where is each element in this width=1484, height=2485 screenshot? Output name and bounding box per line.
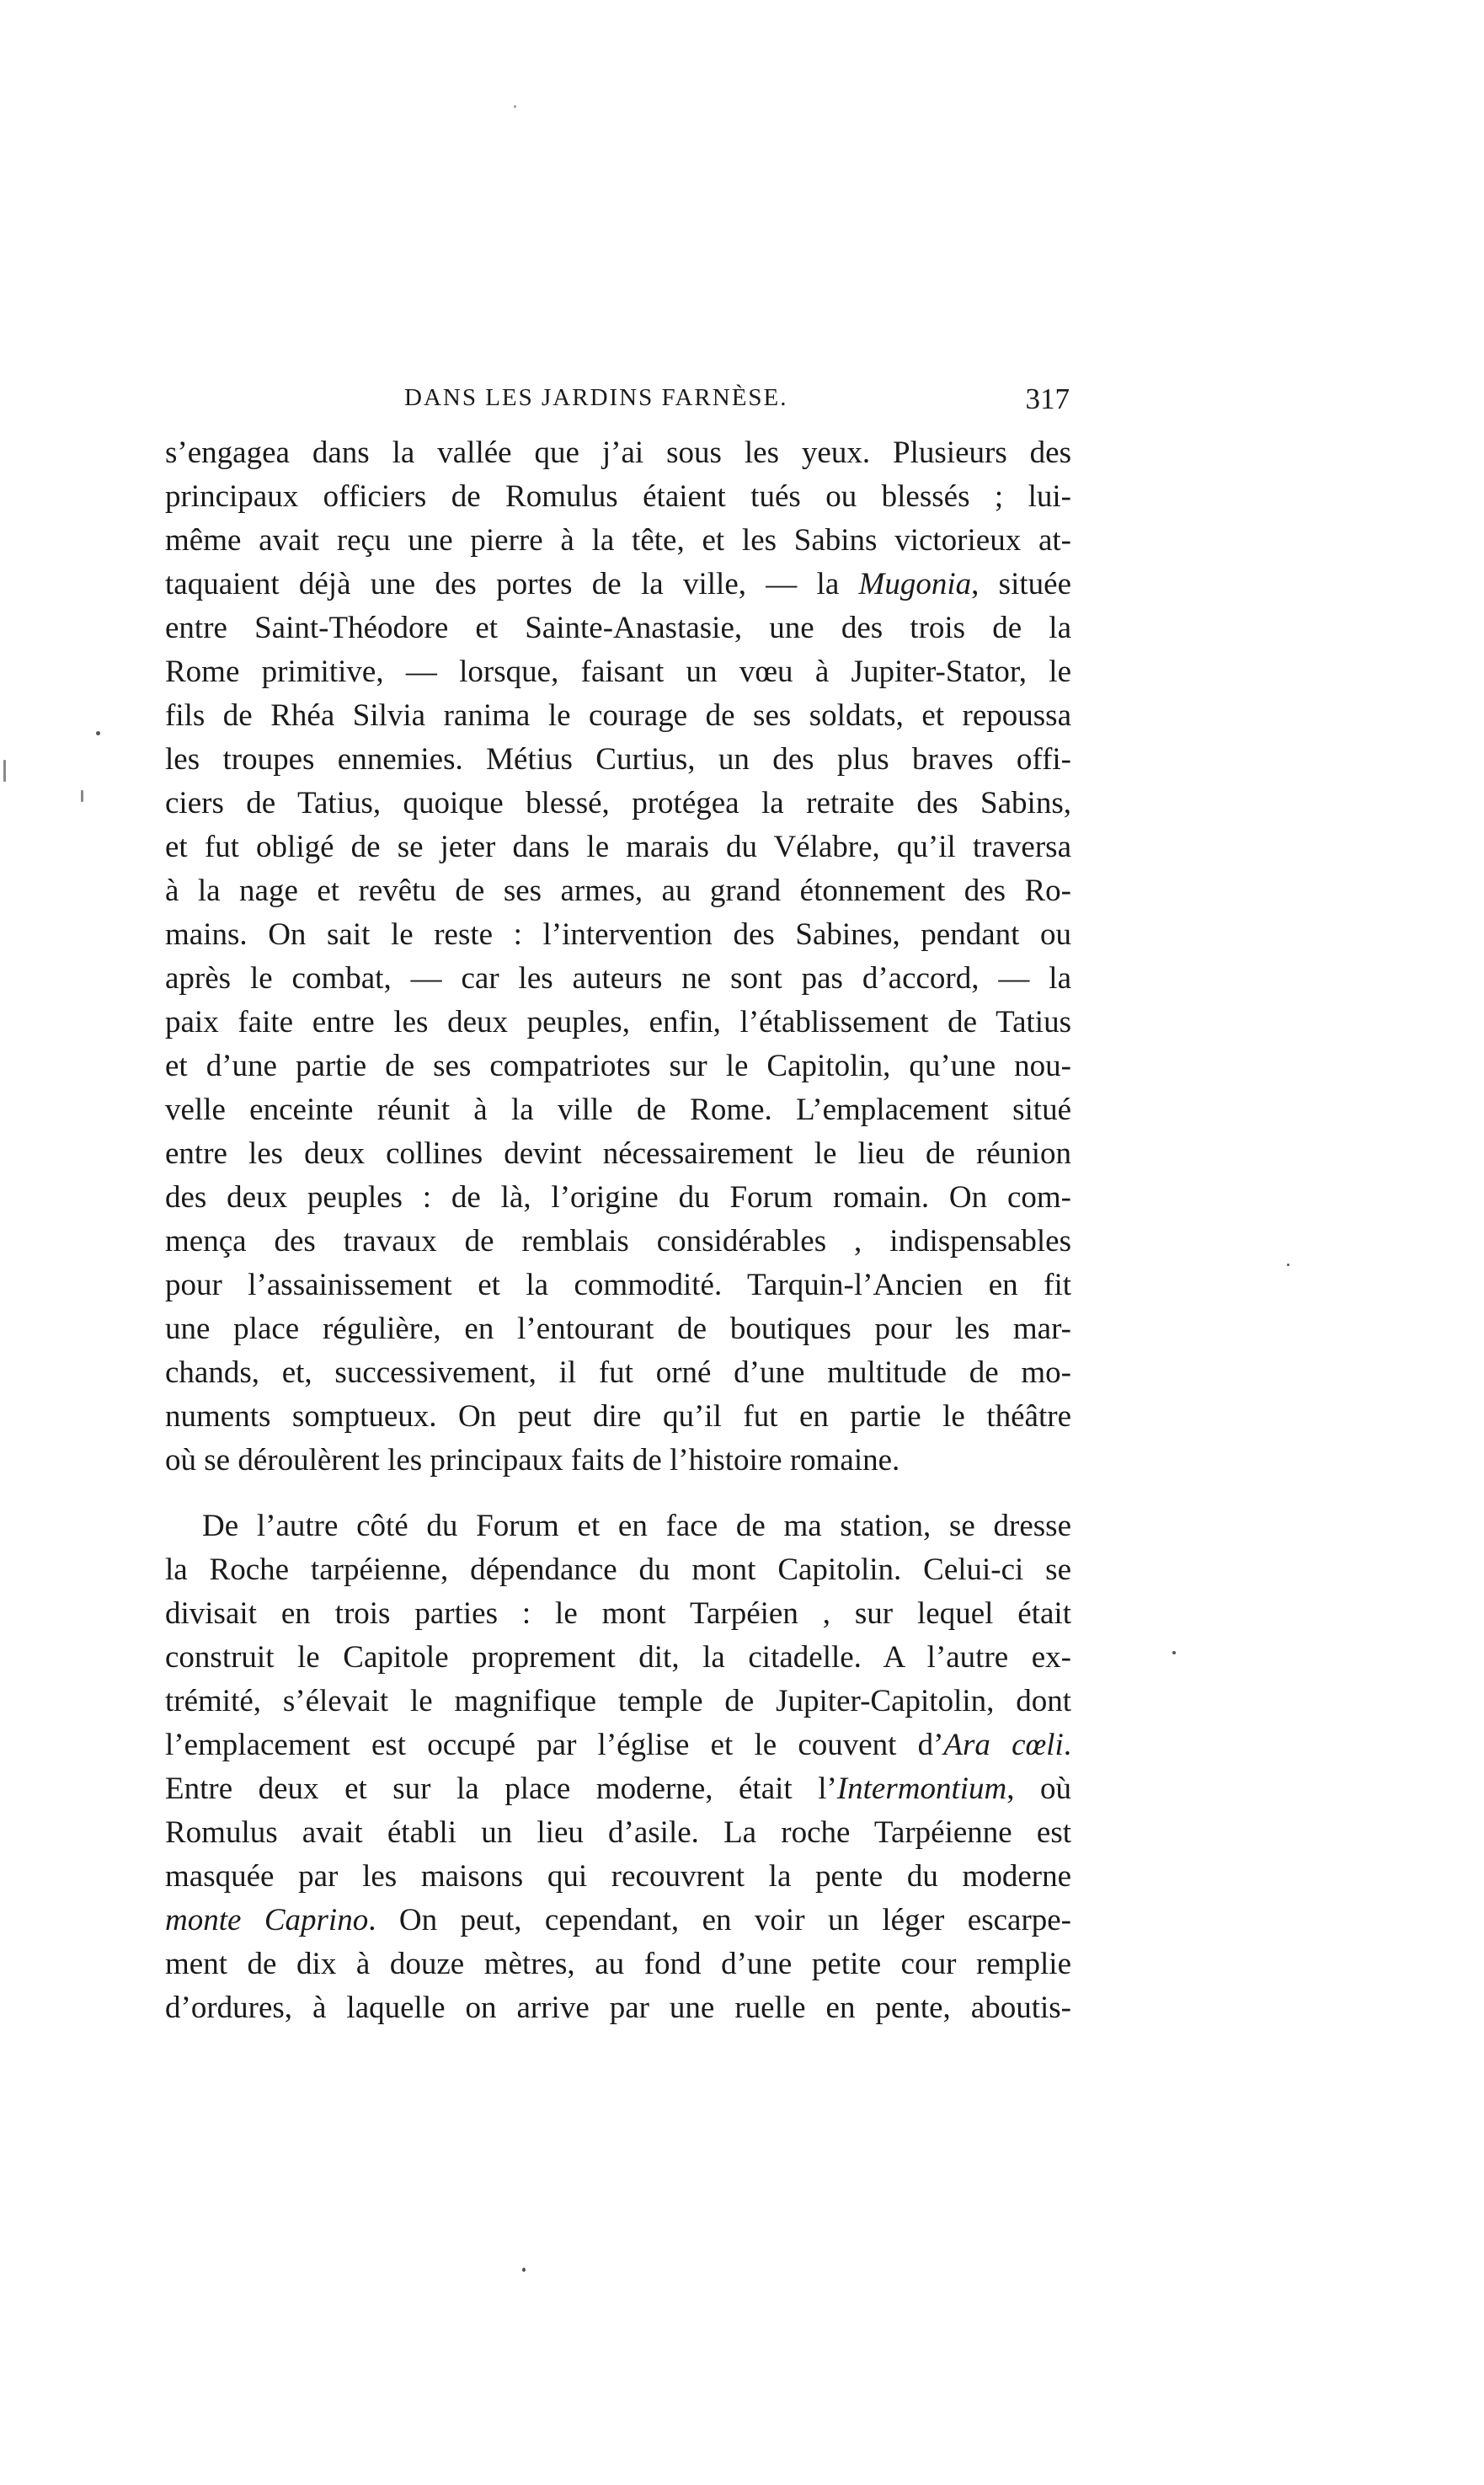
text-line (165, 607, 1071, 650)
text-line (165, 1636, 1071, 1680)
page-number: 317 (1025, 382, 1070, 415)
text-line (165, 1855, 1071, 1899)
text-run: mains. On sait le reste : l’intervention des Sabines, pendant ou (165, 917, 1071, 952)
text-run: divisait en trois parties : le mont Tarpéien , sur lequel était (165, 1596, 1071, 1631)
print-speck (96, 731, 100, 735)
text-line (165, 1899, 1071, 1943)
italic-term: Intermontium (836, 1772, 1007, 1806)
italic-term: Mugonia (858, 567, 972, 601)
text-run: des deux peuples : de là, l’origine du Forum romain. On com- (165, 1180, 1071, 1215)
print-speck (1287, 1264, 1289, 1266)
text-line (165, 1001, 1071, 1045)
text-line (165, 1045, 1071, 1088)
text-run: même avait reçu une pierre à la tête, et les Sabins victorieux at- (165, 523, 1071, 558)
paragraph-gap (165, 1483, 1071, 1504)
text-line (165, 1592, 1071, 1636)
text-run: et d’une partie de ses compatriotes sur le Capitolin, qu’une nou- (165, 1049, 1071, 1083)
text-run: , où (1006, 1772, 1071, 1806)
print-speck (514, 105, 516, 108)
text-line (165, 1088, 1071, 1132)
text-line (165, 650, 1071, 694)
print-speck (3, 760, 6, 782)
text-run: numents somptueux. On peut dire qu’il fut en partie le théâtre (165, 1399, 1071, 1434)
text-line (165, 1395, 1071, 1439)
text-run: à la nage et revêtu de ses armes, au grand étonnement des Ro- (165, 874, 1071, 908)
running-header (177, 381, 1070, 418)
text-run: d’ordures, à laquelle on arrive par une ruelle en pente, aboutis- (165, 1991, 1071, 2025)
text-line (165, 431, 1071, 475)
print-speck (522, 2268, 526, 2272)
text-line (165, 957, 1071, 1001)
text-run: les troupes ennemies. Métius Curtius, un des plus braves offi- (165, 742, 1071, 777)
text-run: entre Saint-Théodore et Sainte-Anastasie, une des trois de la (165, 611, 1071, 645)
italic-term: monte Caprino (165, 1903, 369, 1937)
text-run: principaux officiers de Romulus étaient tués ou blessés ; lui- (165, 479, 1071, 514)
text-line (165, 1264, 1071, 1307)
text-line (165, 1220, 1071, 1264)
text-line (165, 1351, 1071, 1395)
running-title: DANS LES JARDINS FARNÈSE. (404, 384, 788, 411)
text-run: velle enceinte réunit à la ville de Rome. L’emplacement situé (165, 1093, 1071, 1127)
text-line (165, 1132, 1071, 1176)
text-line (165, 869, 1071, 913)
text-run: construit le Capitole proprement dit, la citadelle. A l’autre ex- (165, 1640, 1071, 1675)
text-line (165, 1680, 1071, 1723)
text-run: . (1063, 1728, 1071, 1762)
text-run: et fut obligé de se jeter dans le marais du Vélabre, qu’il traversa (165, 830, 1071, 864)
text-line (165, 563, 1071, 607)
text-line (165, 1723, 1071, 1767)
text-line (165, 913, 1071, 957)
text-line (165, 1943, 1071, 1986)
text-run: entre les deux collines devint nécessairement le lieu de réunion (165, 1136, 1071, 1171)
text-run: paix faite entre les deux peuples, enfin, l’établissement de Tatius (165, 1005, 1071, 1039)
text-run: où se déroulèrent les principaux faits de l’histoire romaine. (165, 1443, 900, 1478)
text-line (165, 475, 1071, 519)
text-run: , située (971, 567, 1071, 601)
text-run: masquée par les maisons qui recouvrent la pente du moderne (165, 1859, 1071, 1894)
text-line (165, 1176, 1071, 1220)
print-speck (1172, 1651, 1176, 1654)
text-run: trémité, s’élevait le magnifique temple de Jupiter-Capitolin, dont (165, 1684, 1071, 1718)
text-run: taquaient déjà une des portes de la ville, — la (165, 567, 859, 601)
text-run: . On peut, cependant, en voir un léger escarpe- (368, 1903, 1071, 1937)
text-line (165, 1811, 1071, 1855)
text-run: Entre deux et sur la place moderne, était l’ (165, 1772, 837, 1806)
text-line (165, 1767, 1071, 1811)
text-line (165, 1548, 1071, 1592)
text-run: De l’autre côté du Forum et en face de ma station, se dresse (202, 1509, 1071, 1543)
text-line (165, 1439, 1071, 1483)
text-run: mença des travaux de remblais considérables , indispensables (165, 1224, 1071, 1259)
text-run: chands, et, successivement, il fut orné d’une multitude de mo- (165, 1355, 1071, 1390)
text-run: l’emplacement est occupé par l’église et le couvent d’ (165, 1728, 944, 1762)
text-run: la Roche tarpéienne, dépendance du mont Capitolin. Celui-ci se (165, 1552, 1071, 1587)
text-run: ciers de Tatius, quoique blessé, protégea la retraite des Sabins, (165, 786, 1071, 820)
body-text (165, 431, 1071, 2030)
text-run: ment de dix à douze mètres, au fond d’une petite cour remplie (165, 1947, 1071, 1981)
text-line (165, 782, 1071, 826)
text-run: une place régulière, en l’entourant de boutiques pour les mar- (165, 1312, 1071, 1346)
text-line (165, 1307, 1071, 1351)
text-run: Rome primitive, — lorsque, faisant un vœu à Jupiter-Stator, le (165, 655, 1071, 689)
text-line (165, 1986, 1071, 2030)
text-line (165, 1504, 1071, 1548)
text-line (165, 738, 1071, 782)
text-run: après le combat, — car les auteurs ne sont pas d’accord, — la (165, 961, 1071, 996)
italic-term: Ara cœli (943, 1728, 1064, 1762)
text-line (165, 519, 1071, 563)
text-line (165, 826, 1071, 869)
text-run: Romulus avait établi un lieu d’asile. La roche Tarpéienne est (165, 1815, 1071, 1850)
text-run: pour l’assainissement et la commodité. Tarquin-l’Ancien en fit (165, 1268, 1071, 1302)
text-run: s’engagea dans la vallée que j’ai sous les yeux. Plusieurs des (165, 436, 1071, 470)
print-speck (81, 790, 83, 802)
text-line (165, 694, 1071, 738)
text-run: fils de Rhéa Silvia ranima le courage de ses soldats, et repoussa (165, 698, 1071, 733)
